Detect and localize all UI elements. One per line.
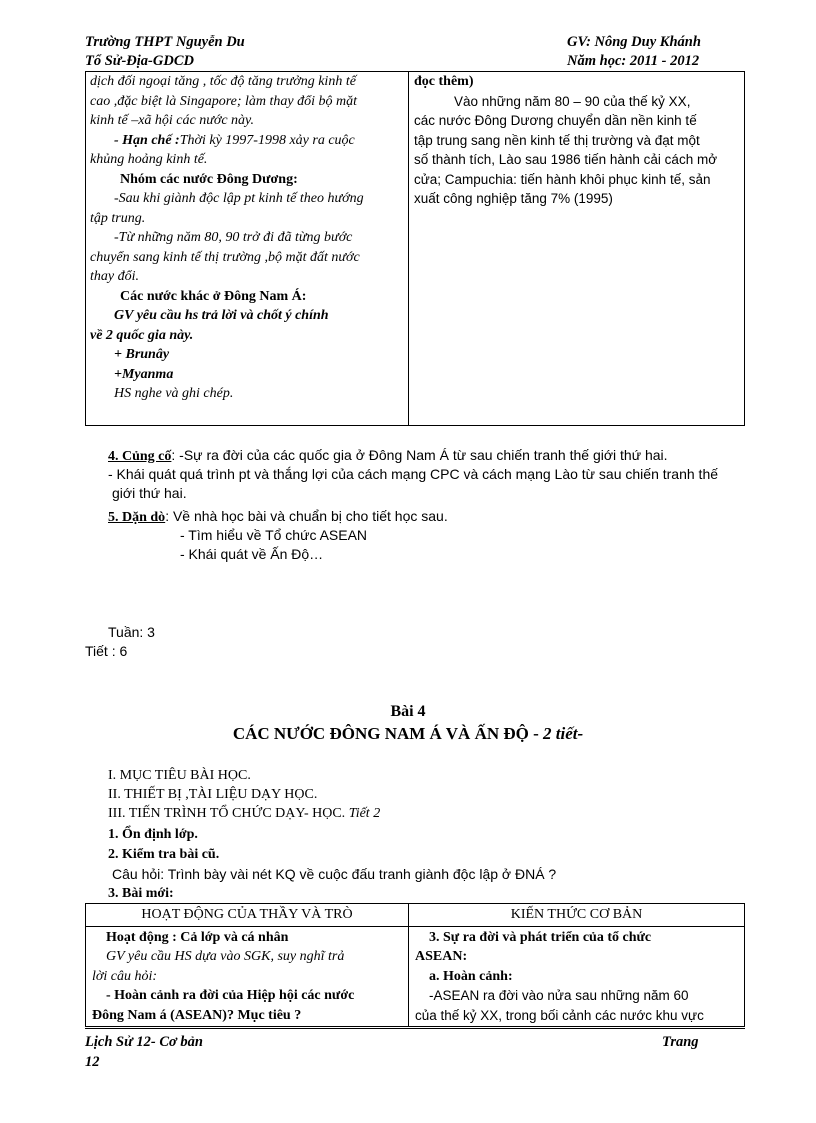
lesson-title-suffix: 2 tiết-: [543, 724, 584, 743]
consolidation-text: : -Sự ra đời của các quốc gia ở Đông Nam Á từ sau chiến tranh thế giới thứ hai.: [171, 447, 668, 463]
school-name: Trường THPT Nguyễn Du: [85, 34, 245, 50]
header-basic-knowledge: KIẾN THỨC CƠ BẢN: [409, 904, 745, 927]
text-line: kinh tế –xã hội các nước này.: [90, 113, 255, 128]
text-line: a. Hoàn cảnh:: [429, 968, 513, 984]
homework-text: : Về nhà học bài và chuẩn bị cho tiết học sau.: [165, 508, 448, 524]
school-year: Năm học: 2011 - 2012: [567, 53, 700, 69]
limitation-label: - Hạn chế :: [114, 132, 180, 148]
homework-label: 5. Dặn dò: [108, 510, 166, 525]
section-process: [108, 804, 380, 823]
text-line: về 2 quốc gia này.: [90, 327, 194, 343]
footer-page-label: Trang: [662, 1034, 699, 1050]
text-line: xuất công nghiệp tăng 7% (1995): [414, 191, 613, 206]
step-class-organization: 1. Ổn định lớp.: [108, 827, 198, 842]
footer-page-number: 12: [85, 1054, 100, 1070]
header-teacher-activities: HOẠT ĐỘNG CỦA THẦY VÀ TRÒ: [86, 904, 409, 927]
text-line: - Hoàn cảnh ra đời của Hiệp hội các nước: [106, 988, 355, 1003]
lesson-number: Bài 4: [390, 703, 426, 720]
consolidation-line-3: giới thứ hai.: [112, 485, 187, 501]
review-question: Câu hỏi: Trình bày vài nét KQ về cuộc đấu tranh giành độc lập ở ĐNÁ ?: [112, 866, 557, 882]
text-line: các nước Đông Dương chuyển dần nền kinh tế: [414, 113, 697, 128]
text-line: Hoạt động : Cả lớp và cá nhân: [106, 929, 289, 945]
text-line: + Brunây: [114, 347, 170, 362]
section-equipment: II. THIẾT BỊ ,TÀI LIỆU DẠY HỌC.: [108, 787, 318, 802]
text-line: của thế kỷ XX, trong bối cảnh các nước khu vực: [415, 1007, 704, 1023]
text-line: Đông Nam á (ASEAN)? Mục tiêu ?: [92, 1007, 302, 1023]
lesson-title: [0, 724, 816, 744]
text-line: tập trung.: [90, 210, 146, 226]
activity-right-cell: [409, 926, 745, 1027]
text-line: +Myanma: [114, 366, 174, 382]
section-objectives: I. MỤC TIÊU BÀI HỌC.: [108, 768, 251, 783]
other-countries-heading: Các nước khác ở Đông Nam Á:: [120, 288, 307, 304]
step-new-lesson: 3. Bài mới:: [108, 886, 174, 901]
text-line: tập trung sang nền kinh tế thị trường và đạt một: [414, 132, 700, 148]
consolidation-label: 4. Củng cố: [108, 449, 172, 464]
text-line: 3. Sự ra đời và phát triển của tổ chức: [429, 929, 652, 945]
indochina-heading: Nhóm các nước Đông Dương:: [120, 171, 298, 187]
footer-subject: Lịch Sử 12- Cơ bản: [85, 1034, 203, 1050]
homework-line-2: - Tìm hiểu về Tổ chức ASEAN: [180, 527, 368, 543]
text-line: ASEAN:: [415, 949, 468, 964]
text-line: đọc thêm): [414, 74, 474, 89]
section-process-text: III. TIẾN TRÌNH TỔ CHỨC DẠY- HỌC.: [108, 806, 349, 821]
homework-line-1: [108, 507, 448, 527]
activity-left-cell: [86, 926, 409, 1027]
text-line: khủng hoảng kinh tế.: [90, 152, 208, 167]
text-line: GV yêu cầu hs trả lời và chốt ý chính: [114, 308, 329, 323]
table1-left-cell: [90, 72, 405, 404]
text-line: [90, 131, 405, 151]
text-line: số thành tích, Lào sau 1986 tiến hành cải cách mở: [414, 152, 718, 167]
section-process-suffix: Tiết 2: [348, 806, 381, 821]
text-line: GV yêu cầu HS dựa vào SGK, suy nghĩ trả: [106, 949, 345, 964]
text-line: thay đổi.: [90, 269, 139, 284]
table1-right-cell: [414, 72, 738, 209]
lesson-title-text: CÁC NƯỚC ĐÔNG NAM Á VÀ ẤN ĐỘ -: [232, 724, 544, 743]
consolidation-line-1: [108, 446, 668, 466]
text-line: dịch đối ngoại tăng , tốc độ tăng trưởng kinh tế: [90, 74, 356, 89]
text-line: -Từ những năm 80, 90 trở đi đã từng bước: [114, 230, 353, 245]
text-line: Vào những năm 80 – 90 của thế kỷ XX,: [454, 93, 691, 109]
text-line: lời câu hỏi:: [92, 968, 158, 984]
text-line: HS nghe và ghi chép.: [114, 386, 234, 401]
teacher-name: GV: Nông Duy Khánh: [567, 34, 701, 50]
department-name: Tổ Sử-Địa-GDCD: [85, 53, 194, 69]
consolidation-line-2: - Khái quát quá trình pt và thắng lợi của cách mạng CPC và cách mạng Lào từ sau chiến tranh thế: [108, 466, 719, 482]
text-line: chuyển sang kinh tế thị trường ,bộ mặt đất nước: [90, 249, 360, 265]
week-label: Tuần: 3: [108, 624, 155, 640]
homework-line-3: - Khái quát về Ấn Độ…: [180, 546, 324, 562]
activity-table: [85, 903, 745, 1027]
period-label: Tiết : 6: [85, 643, 128, 659]
limitation-text: Thời kỳ 1997-1998 xảy ra cuộc: [179, 132, 355, 148]
text-line: -Sau khi giành độc lập pt kinh tế theo hướng: [114, 191, 364, 206]
text-line: -ASEAN ra đời vào nửa sau những năm 60: [429, 988, 689, 1003]
text-line: cao ,đặc biệt là Singapore; làm thay đổi bộ mặt: [90, 93, 357, 109]
step-review: 2. Kiểm tra bài cũ.: [108, 847, 220, 862]
text-line: cửa; Campuchia: tiến hành khôi phục kinh tế, sản: [414, 171, 711, 187]
